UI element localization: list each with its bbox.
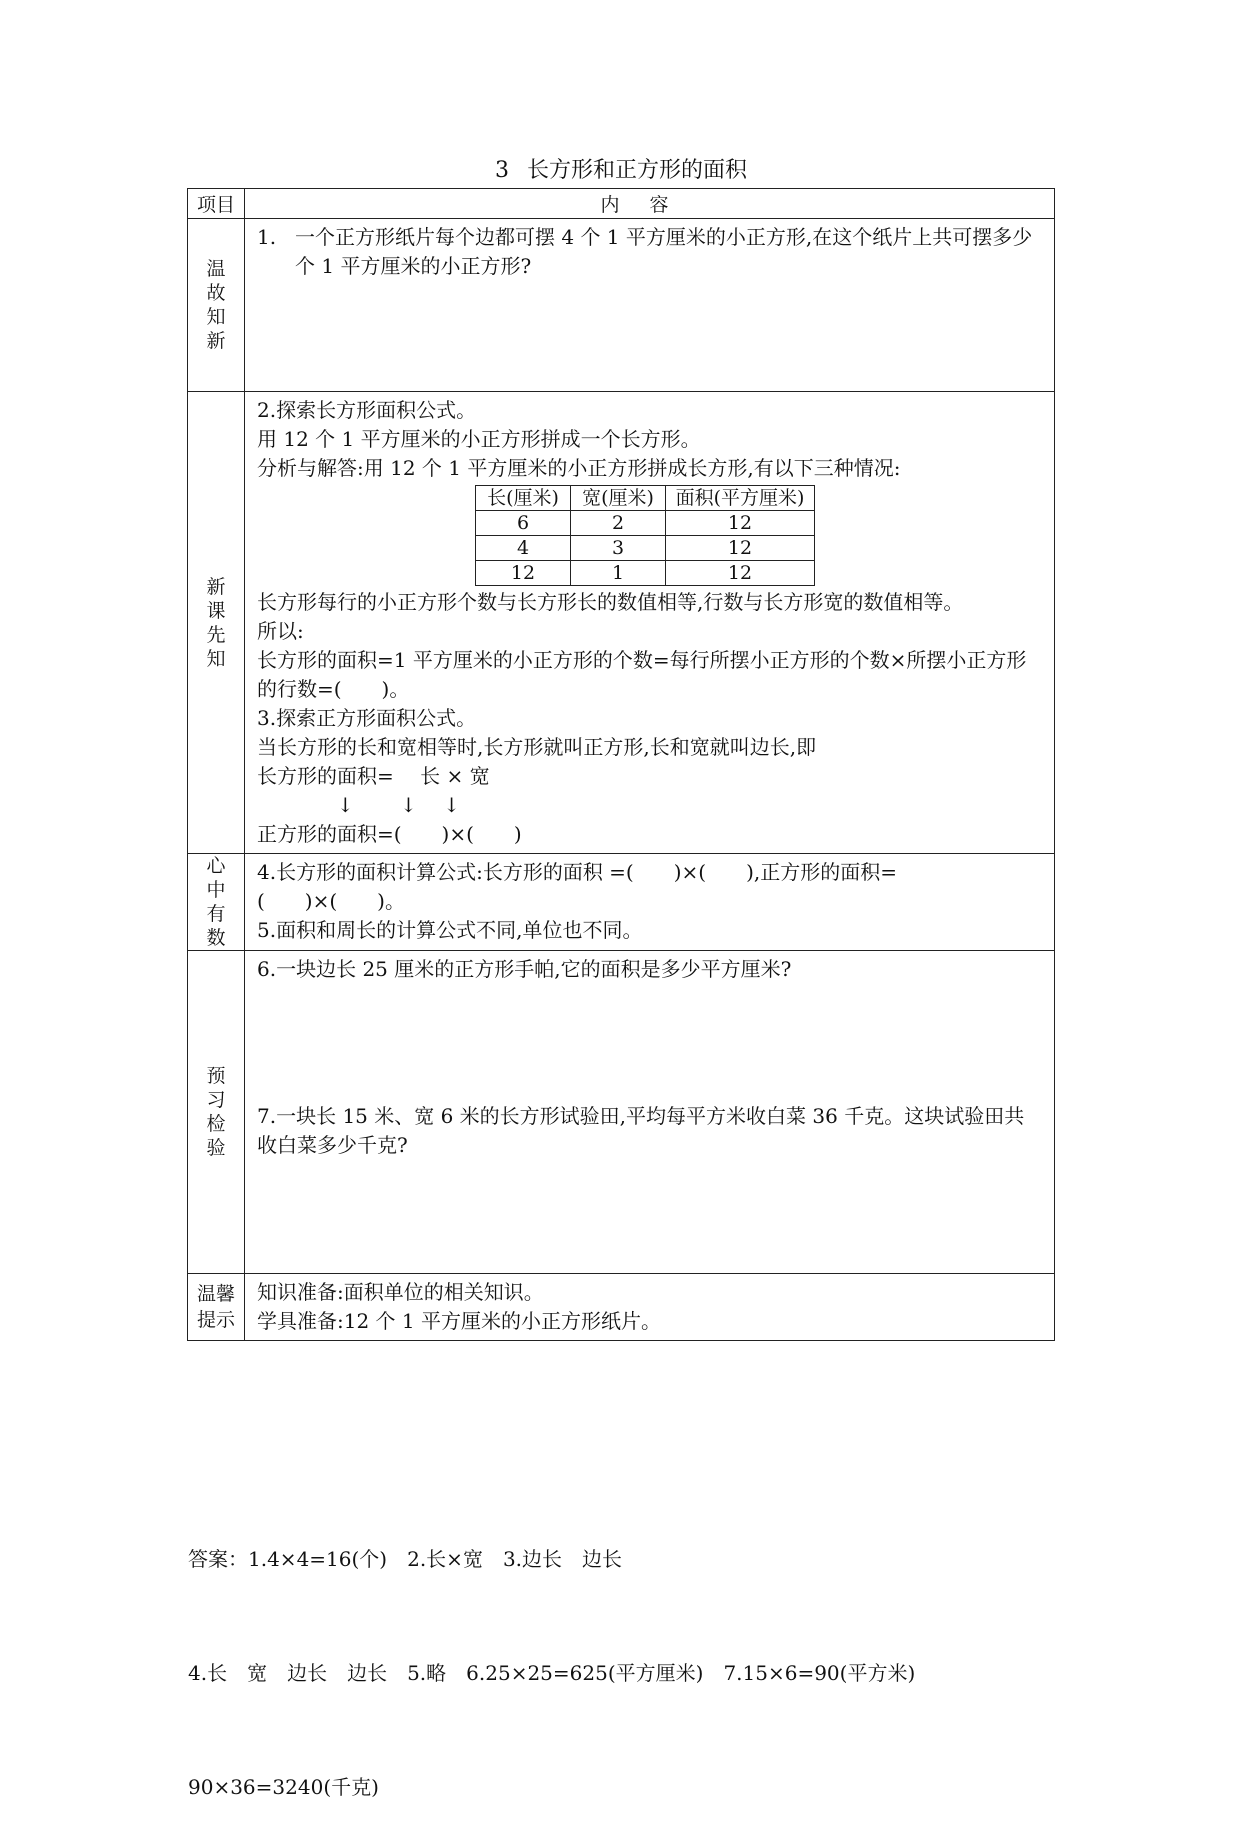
table-cell: 3 [571, 536, 666, 561]
table-cell: 1 [571, 561, 666, 586]
table-cell: 2 [571, 511, 666, 536]
worksheet-table [187, 188, 1055, 1341]
table-cell: 4 [476, 536, 571, 561]
square-area-formula: 正方形的面积=( )×( ) [257, 822, 522, 846]
table-cell: 12 [666, 511, 815, 536]
preview-label: 新课先知 [188, 392, 245, 854]
table-cell: 12 [666, 536, 815, 561]
question-1: 1. 一个正方形纸片每个边都可摆 4 个 1 平方厘米的小正方形,在这个纸片上共可摆多少个 1 平方厘米的小正方形? [257, 225, 1033, 278]
rectangle-table-header [476, 486, 815, 511]
header-content: 内容 [245, 189, 1055, 219]
header-item: 项目 [188, 189, 245, 219]
preview-line-4: 长方形每行的小正方形个数与长方形长的数值相等,行数与长方形宽的数值相等。 [257, 590, 964, 614]
answers-line-3: 90×36=3240(千克) [188, 1775, 379, 1799]
question-7: 7.一块长 15 米、宽 6 米的长方形试验田,平均每平方米收白菜 36 千克。这块试验田共收白菜多少千克? [257, 1104, 1025, 1157]
table-cell: 12 [476, 561, 571, 586]
table-cell: 12 [666, 561, 815, 586]
col-length: 长(厘米) [476, 486, 571, 511]
answers-line-2: 4.长 宽 边长 边长 5.略 6.25×25=625(平方厘米) 7.15×6=90(平方米) [188, 1661, 916, 1685]
down-arrows: ↓ ↓ ↓ [257, 793, 460, 817]
check-content [245, 951, 1055, 1274]
table-row [476, 561, 815, 586]
summary-row [188, 854, 1055, 951]
preview-line-2: 用 12 个 1 平方厘米的小正方形拼成一个长方形。 [257, 427, 701, 451]
tips-line-1: 知识准备:面积单位的相关知识。 [257, 1280, 544, 1304]
preview-row [188, 392, 1055, 854]
title-text: 长方形和正方形的面积 [526, 158, 747, 183]
tips-label: 温馨提示 [188, 1274, 245, 1341]
header-row [188, 189, 1055, 219]
col-area: 面积(平方厘米) [666, 486, 815, 511]
preview-line-6: 长方形的面积=1 平方厘米的小正方形的个数=每行所摆小正方形的个数×所摆小正方形的行数=( )。 [257, 648, 1027, 701]
summary-content [245, 854, 1055, 951]
summary-line-2: 5.面积和周长的计算公式不同,单位也不同。 [257, 918, 643, 942]
review-row [188, 219, 1055, 392]
check-label: 预习检验 [188, 951, 245, 1274]
table-row [476, 536, 815, 561]
tips-content [245, 1274, 1055, 1341]
review-label: 温故知新 [188, 219, 245, 392]
rectangle-area-formula: 长方形的面积= 长 × 宽 [257, 764, 490, 788]
preview-line-5: 所以: [257, 619, 304, 643]
summary-label: 心中有数 [188, 854, 245, 951]
review-content [245, 219, 1055, 392]
summary-line-1: 4.长方形的面积计算公式:长方形的面积 =( )×( ),正方形的面积=( )×( )。 [257, 860, 898, 913]
preview-line-3: 分析与解答:用 12 个 1 平方厘米的小正方形拼成长方形,有以下三种情况: [257, 456, 901, 480]
table-row [476, 511, 815, 536]
page-title [188, 156, 1054, 186]
preview-content [245, 392, 1055, 854]
question-6: 6.一块边长 25 厘米的正方形手帕,它的面积是多少平方厘米? [257, 957, 792, 981]
rectangle-table [475, 485, 815, 586]
col-width: 宽(厘米) [571, 486, 666, 511]
check-row [188, 951, 1055, 1274]
tips-line-2: 学具准备:12 个 1 平方厘米的小正方形纸片。 [257, 1309, 661, 1333]
title-number: 3 [494, 158, 509, 183]
answers-block [188, 1464, 915, 1844]
preview-line-8: 当长方形的长和宽相等时,长方形就叫正方形,长和宽就叫边长,即 [257, 735, 817, 759]
tips-row [188, 1274, 1055, 1341]
preview-line-7: 3.探索正方形面积公式。 [257, 706, 477, 730]
answers-line-1: 答案：1.4×4=16(个) 2.长×宽 3.边长 边长 [188, 1547, 623, 1571]
preview-line-1: 2.探索长方形面积公式。 [257, 398, 477, 422]
table-cell: 6 [476, 511, 571, 536]
